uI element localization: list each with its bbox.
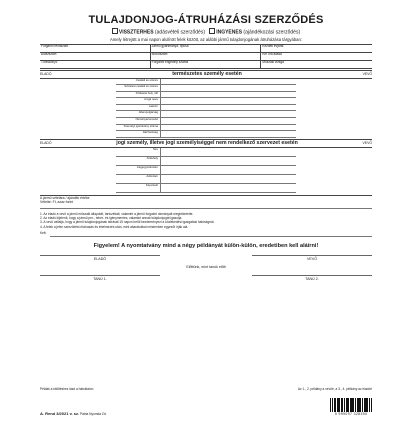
contract-terms [40, 212, 372, 228]
buyer-sign-label: VEVŐ [307, 256, 317, 261]
barcode [330, 394, 372, 416]
vehicle-field[interactable]: Törzskönyv [40, 61, 151, 69]
footer-hint: Példák a kitöltéshez lásd a hátoldalon [40, 387, 94, 391]
seller-signature[interactable] [40, 255, 160, 261]
footer-copies: Az 1., 2. példány a vevőé, a 3., 4. példány az eladóé [297, 387, 372, 391]
witness2-label: TANÚ 2. [305, 276, 319, 281]
witness1-signature[interactable] [40, 275, 160, 281]
row-input[interactable] [161, 79, 296, 85]
visszterhes-label: VISSZTERHES [118, 29, 154, 36]
form-row [116, 166, 296, 175]
row-input[interactable] [161, 166, 296, 174]
visszterhes-desc: (adásvételi szerződés) [154, 29, 206, 36]
party-signatures [40, 255, 372, 261]
row-input[interactable] [161, 98, 296, 104]
row-input[interactable] [161, 175, 296, 183]
row-label: Cégjegyzékszám [116, 166, 161, 174]
vehicle-field[interactable]: Forgalmi engedély száma [151, 61, 262, 69]
row-input[interactable] [161, 111, 296, 117]
row-label: Születési családi és utónév [116, 85, 161, 91]
vehicle-field[interactable]: Műszaki vizsga [261, 61, 372, 69]
term-item: 1. Az eladó a vevő a jármű műszaki állapotát, tartozékait, valamint a jármű forgalmi okmányait megtekintette. [40, 212, 194, 217]
price-text-line[interactable] [40, 204, 372, 209]
row-label: Állampolgárság [116, 111, 161, 117]
contract-type-options [40, 28, 372, 36]
price-label: A jármű vételára / ajándék értéke [40, 195, 90, 200]
vehicle-data-grid [40, 44, 372, 69]
place-date-row [40, 231, 372, 237]
form-row [116, 157, 296, 166]
form-row [116, 111, 296, 118]
row-input[interactable] [161, 92, 296, 98]
place-date-label: Kelt: [40, 230, 47, 235]
witness2-signature[interactable] [252, 275, 372, 281]
form-row [116, 98, 296, 105]
intro-text: Amely létrejött a mai napon alulírott felek között, az alábbi jármű tulajdonjogának átruházása tárgyában: [109, 36, 303, 42]
publisher: Pátria Nyomda Zrt. [79, 412, 107, 416]
seller-sign-label: ELADÓ [93, 256, 107, 261]
row-input[interactable] [161, 118, 296, 124]
section-title: jogi személy, illetve jogi személyiséggel nem rendelkező szervezet esetén [116, 140, 298, 147]
vehicle-field[interactable]: Kezdeti évjárat [261, 45, 372, 53]
visszterhes-checkbox[interactable] [112, 28, 118, 34]
seller-label: ELADÓ [40, 72, 52, 76]
row-label: Okmányazonosító [116, 118, 161, 124]
row-label: Személyi igazolvány száma [116, 125, 161, 131]
barcode-bars-icon [330, 394, 372, 412]
row-input[interactable] [161, 148, 296, 156]
row-label: Képviselő [116, 184, 161, 192]
row-label: Születési hely, idő [116, 92, 161, 98]
witness-signatures [40, 275, 372, 281]
vehicle-field[interactable]: Motorszám [151, 53, 262, 61]
row-input[interactable] [161, 131, 296, 137]
row-label: Anyja neve [116, 98, 161, 104]
row-input[interactable] [161, 157, 296, 165]
price-line[interactable]: Vételár: Ft, azaz forint [40, 200, 74, 205]
form-code: A. Rend 3/2021 v. sz. [40, 411, 80, 416]
natural-person-section-header [40, 70, 372, 79]
ingyenes-checkbox[interactable] [209, 28, 215, 34]
vehicle-field[interactable]: Jármű gyártmánya, típusa [151, 45, 262, 53]
form-row [116, 175, 296, 184]
row-label: Székhely [116, 157, 161, 165]
legal-entity-section-header [40, 139, 372, 148]
form-row [116, 118, 296, 125]
signature-notice: Figyelem! A nyomtatvány mind a négy példányát külön-külön, eredetiben kell aláírni! [93, 242, 319, 249]
document-title: TULAJDONJOG-ÁTRUHÁZÁSI SZERZŐDÉS [88, 14, 324, 26]
seller-label: ELADÓ [40, 141, 52, 146]
natural-person-rows [116, 79, 296, 138]
row-input[interactable] [161, 125, 296, 131]
row-input[interactable] [161, 85, 296, 91]
form-row [116, 184, 296, 193]
form-row [116, 131, 296, 138]
witness-heading: Előttünk, mint tanúk előtt [186, 264, 226, 269]
form-row [116, 125, 296, 132]
form-row [116, 92, 296, 99]
vehicle-field[interactable]: Alvázszám [40, 53, 151, 61]
row-label: Lakcím [116, 105, 161, 111]
vehicle-field[interactable]: Km óra állása [261, 53, 372, 61]
form-row [116, 105, 296, 112]
row-input[interactable] [161, 184, 296, 192]
ingyenes-label: INGYENES [216, 29, 243, 36]
section-title: természetes személy esetén [172, 71, 242, 77]
form-row [116, 79, 296, 86]
buyer-label: VEVŐ [362, 141, 372, 146]
witness1-label: TANÚ 1. [93, 276, 107, 281]
legal-entity-rows [116, 148, 296, 193]
barcode-number: 5 999097 328390 [334, 412, 368, 416]
term-item: 3. A vevő vállalja, hogy a jármű tulajdonjogának átírását 15 napon belül kezdeményezi a közlekedési igazgatási hatóságnál. [40, 220, 215, 225]
term-item: 4. A felek a jelen szerződést elolvasás és értelmezés után, mint akaratukkal mindenben egyezőt írják alá. [40, 224, 189, 229]
contract-page [40, 14, 372, 416]
row-label: Név [116, 148, 161, 156]
row-label: Családi és utónév [116, 79, 161, 85]
row-input[interactable] [161, 105, 296, 111]
row-label: Elérhetőség [116, 131, 161, 137]
ingyenes-desc: (ajándékozási szerződés) [243, 29, 301, 36]
buyer-signature[interactable] [252, 255, 372, 261]
term-item: 2. Az eladó kijelenti, hogy a jármű per-, teher- és igénymentes, valamint annak tulajdonjogát igazolja. [40, 216, 183, 221]
form-row [116, 85, 296, 92]
form-row [116, 148, 296, 157]
vehicle-field[interactable]: Forgalmi rendszám [40, 45, 151, 53]
place-date-input[interactable] [50, 231, 372, 237]
buyer-label: VEVŐ [362, 72, 372, 76]
row-label: Adószám [116, 175, 161, 183]
